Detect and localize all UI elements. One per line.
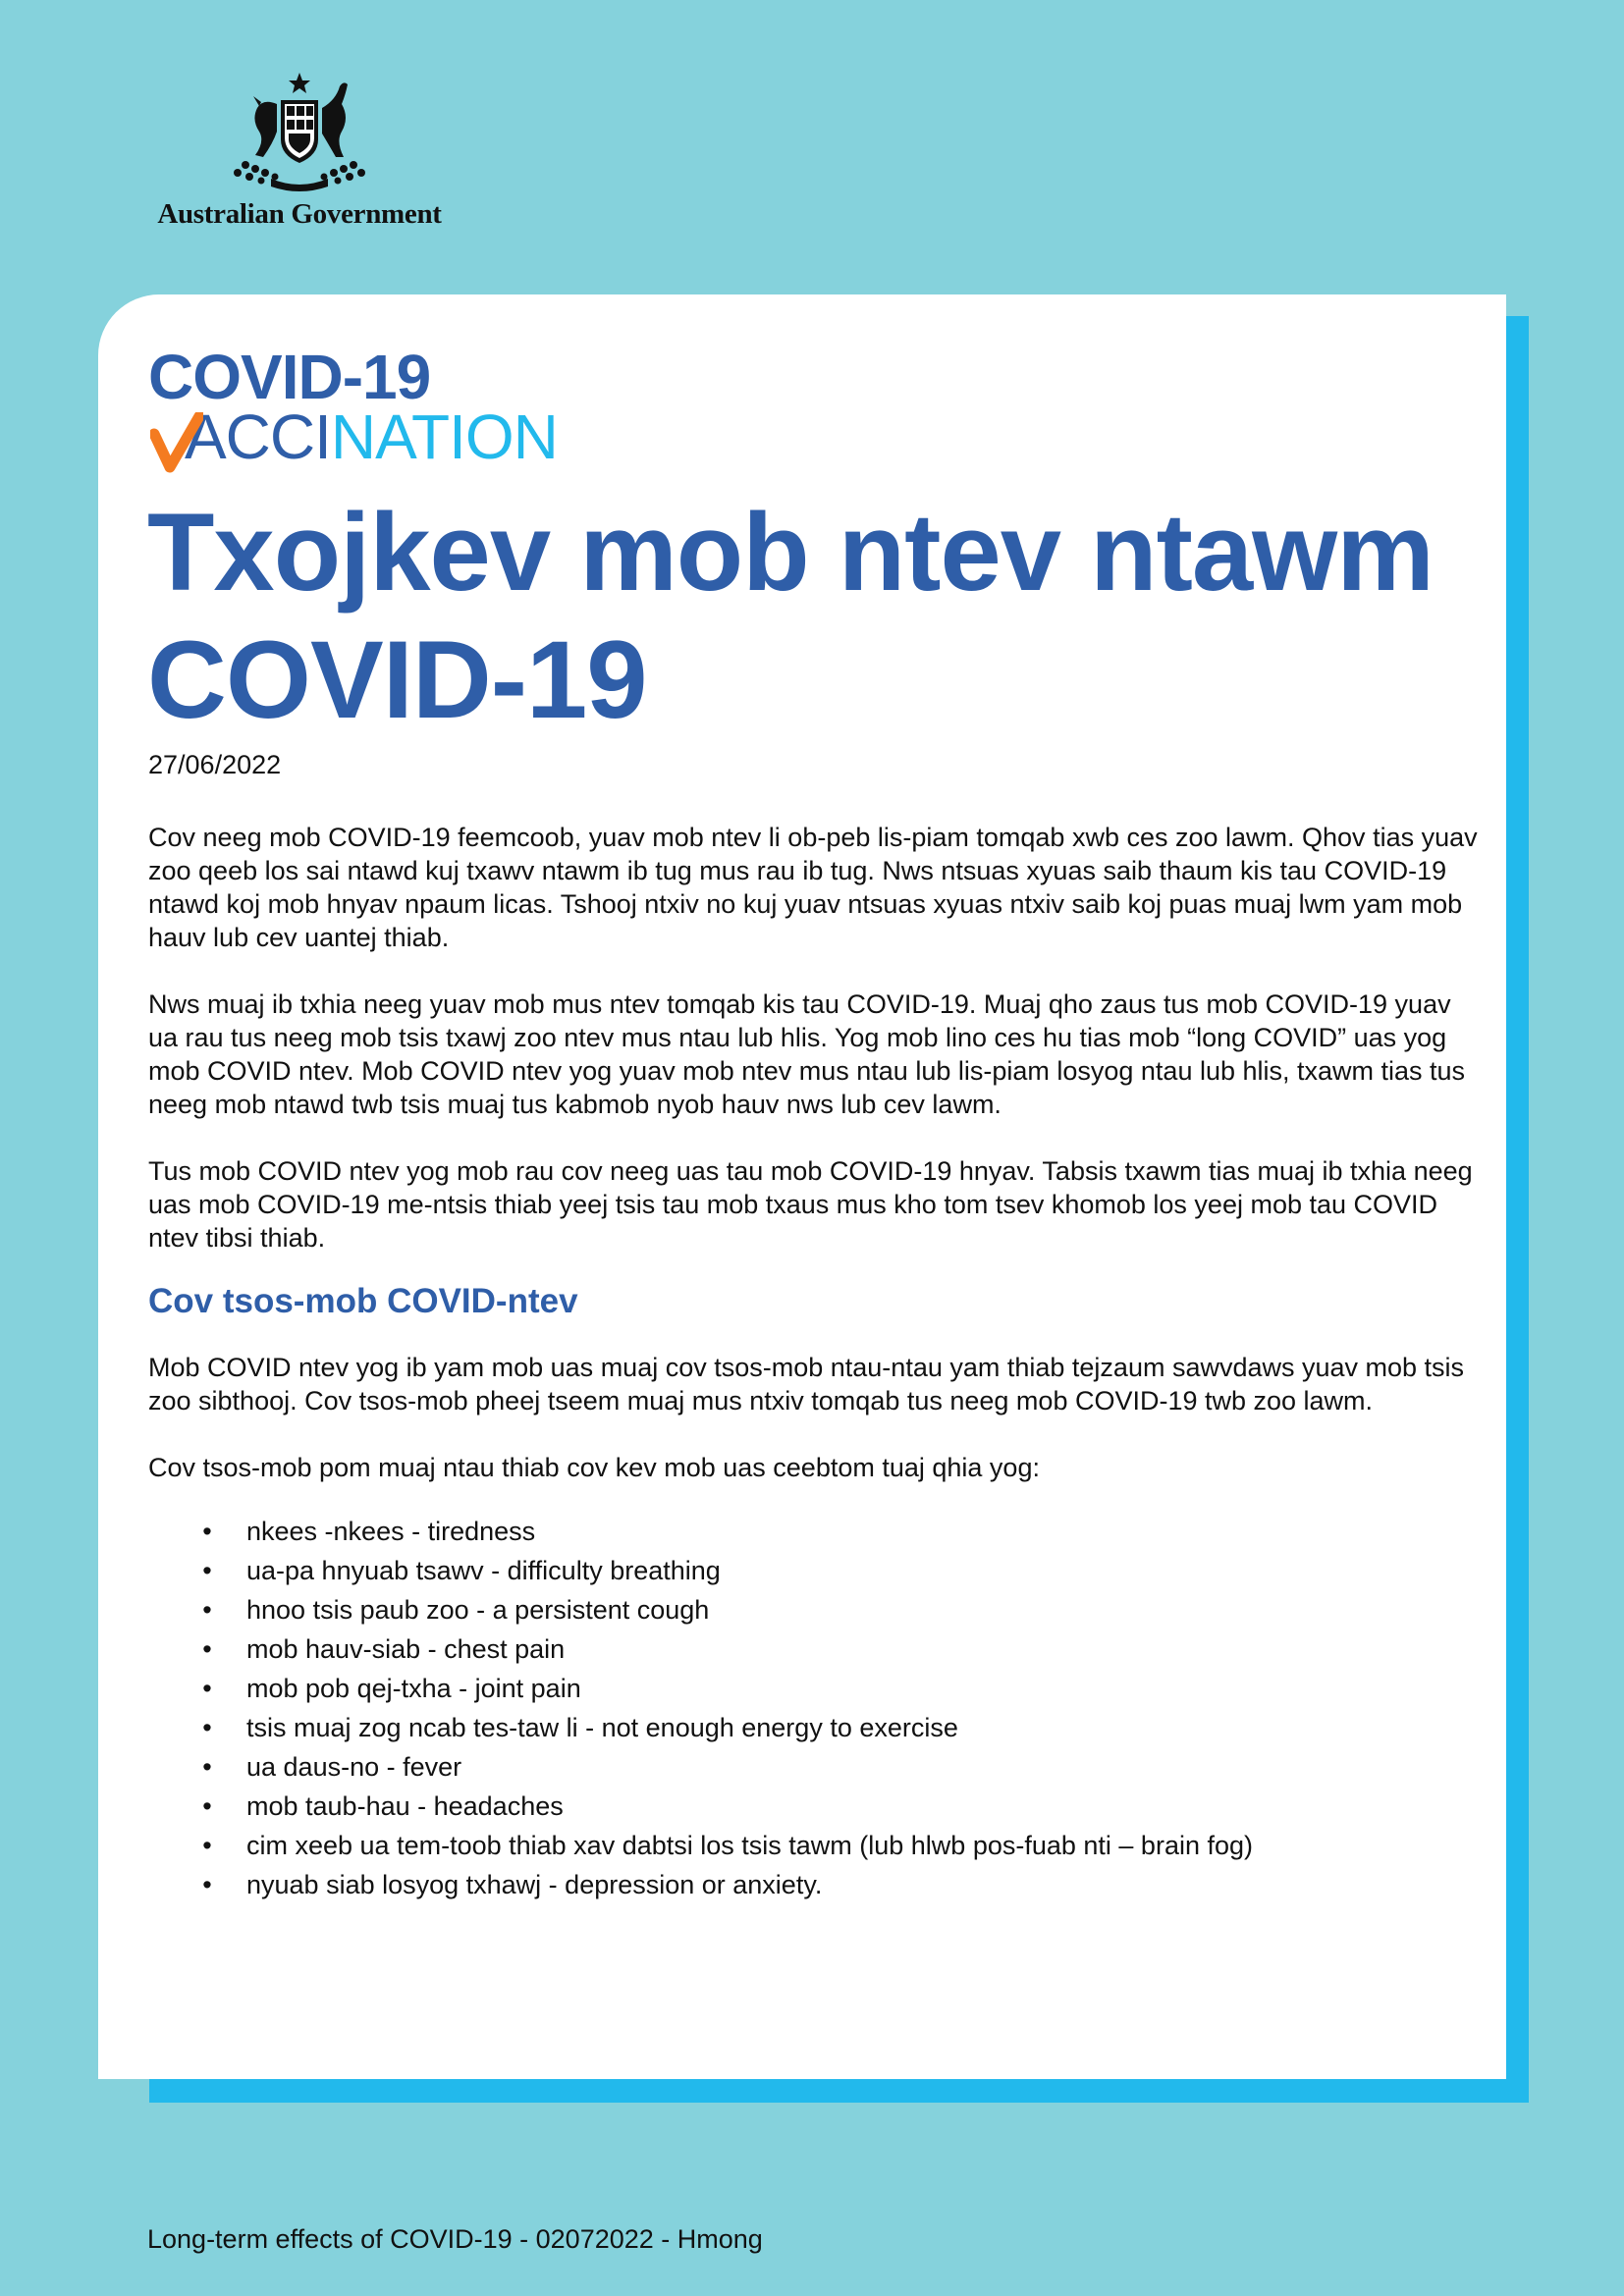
symptom-text: tsis muaj zog ncab tes-taw li - not enough energy to exercise bbox=[246, 1713, 958, 1742]
list-item bbox=[197, 1512, 1479, 1551]
bullet: • bbox=[202, 1831, 212, 1860]
symptom-text: hnoo tsis paub zoo - a persistent cough bbox=[246, 1595, 710, 1625]
symptom-text: nyuab siab losyog txhawj - depression or anxiety. bbox=[246, 1870, 823, 1899]
bullet: • bbox=[202, 1713, 212, 1742]
symptom-text: nkees -nkees - tiredness bbox=[246, 1517, 536, 1546]
symptom-text: cim xeeb ua tem-toob thiab xav dabtsi los tsis tawm (lub hlwb pos-fuab nti – brain fog) bbox=[246, 1831, 1253, 1860]
document-body bbox=[148, 821, 1479, 1904]
list-item bbox=[197, 1669, 1479, 1708]
paragraph: Tus mob COVID ntev yog mob rau cov neeg uas tau mob COVID-19 hnyav. Tabsis txawm tias muaj ib txhia neeg uas mob COVID-19 me-ntsis thiab yeej tsis tau mob txaus mus kho tom tsev khomob los yeej mob tau COVID ntev tibsi thiab. bbox=[148, 1156, 1473, 1253]
document-date: 27/06/2022 bbox=[148, 750, 282, 779]
list-item bbox=[197, 1551, 1479, 1590]
government-name: Australian Government bbox=[157, 198, 442, 230]
document-card bbox=[98, 294, 1506, 2079]
paragraph: Mob COVID ntev yog ib yam mob uas muaj cov tsos-mob ntau-ntau yam thiab tejzaum sawvdaws yuav mob tsis zoo sibthooj. Cov tsos-mob pheej tseem muaj mus ntxiv tomqab tus neeg mob COVID-19 twb zoo lawm. bbox=[148, 1353, 1465, 1415]
covid-vaccination-logo bbox=[148, 342, 610, 473]
list-item bbox=[197, 1747, 1479, 1787]
bullet: • bbox=[202, 1517, 212, 1546]
logo-line-vaccination bbox=[148, 402, 558, 471]
bullet: • bbox=[202, 1752, 212, 1782]
bullet: • bbox=[202, 1870, 212, 1899]
bullet: • bbox=[202, 1634, 212, 1664]
paragraph: Cov neeg mob COVID-19 feemcoob, yuav mob ntev li ob-peb lis-piam tomqab xwb ces zoo lawm. Qhov tias yuav zoo qeeb los sai ntawd kuj txawv ntawm ib tug mus rau ib tug. Nws ntsuas xyuas saib thaum kis tau COVID-19 ntawd koj mob hnyav npaum licas. Tshooj ntxiv no kuj yuav ntsuas xyuas ntxiv saib koj puas muaj lwm yam mob hauv lub cev uantej thiab. bbox=[148, 823, 1478, 952]
symptom-text: ua-pa hnyuab tsawv - difficulty breathing bbox=[246, 1556, 721, 1585]
logo-vaccination-text: ACCINATION bbox=[184, 401, 558, 472]
symptom-text: mob taub-hau - headaches bbox=[246, 1791, 564, 1821]
list-item bbox=[197, 1629, 1479, 1669]
list-item bbox=[197, 1826, 1479, 1865]
checkmark-icon bbox=[150, 412, 203, 475]
list-item bbox=[197, 1787, 1479, 1826]
government-header bbox=[147, 71, 452, 231]
page-footer: Long-term effects of COVID-19 - 02072022 - Hmong bbox=[147, 2224, 763, 2254]
list-item bbox=[197, 1590, 1479, 1629]
list-item bbox=[197, 1865, 1479, 1904]
page-title: Txojkev mob ntev ntawm COVID-19 bbox=[147, 491, 1434, 741]
logo-line-covid: COVID-19 bbox=[148, 342, 431, 412]
section-heading: Cov tsos-mob COVID-ntev bbox=[148, 1282, 578, 1320]
symptom-text: mob pob qej-txha - joint pain bbox=[246, 1674, 581, 1703]
bullet: • bbox=[202, 1556, 212, 1585]
symptom-list bbox=[197, 1512, 1479, 1904]
bullet: • bbox=[202, 1674, 212, 1703]
symptom-text: ua daus-no - fever bbox=[246, 1752, 462, 1782]
bullet: • bbox=[202, 1595, 212, 1625]
paragraph: Nws muaj ib txhia neeg yuav mob mus ntev tomqab kis tau COVID-19. Muaj qho zaus tus mob COVID-19 yuav ua rau tus neeg mob tsis txawj zoo ntev mus ntau lub hlis. Yog mob lino ces hu tias mob “long COVID” uas yog mob COVID ntev. Mob COVID ntev yog yuav mob ntev mus ntau lub lis-piam losyog ntau lub hlis, txawm tias tus neeg mob ntawd twb tsis muaj tus kabmob nyob hauv nws lub cev lawm. bbox=[148, 989, 1466, 1119]
coat-of-arms-icon bbox=[216, 71, 383, 192]
symptom-text: mob hauv-siab - chest pain bbox=[246, 1634, 566, 1664]
list-item bbox=[197, 1708, 1479, 1747]
paragraph: Cov tsos-mob pom muaj ntau thiab cov kev mob uas ceebtom tuaj qhia yog: bbox=[148, 1453, 1040, 1482]
bullet: • bbox=[202, 1791, 212, 1821]
